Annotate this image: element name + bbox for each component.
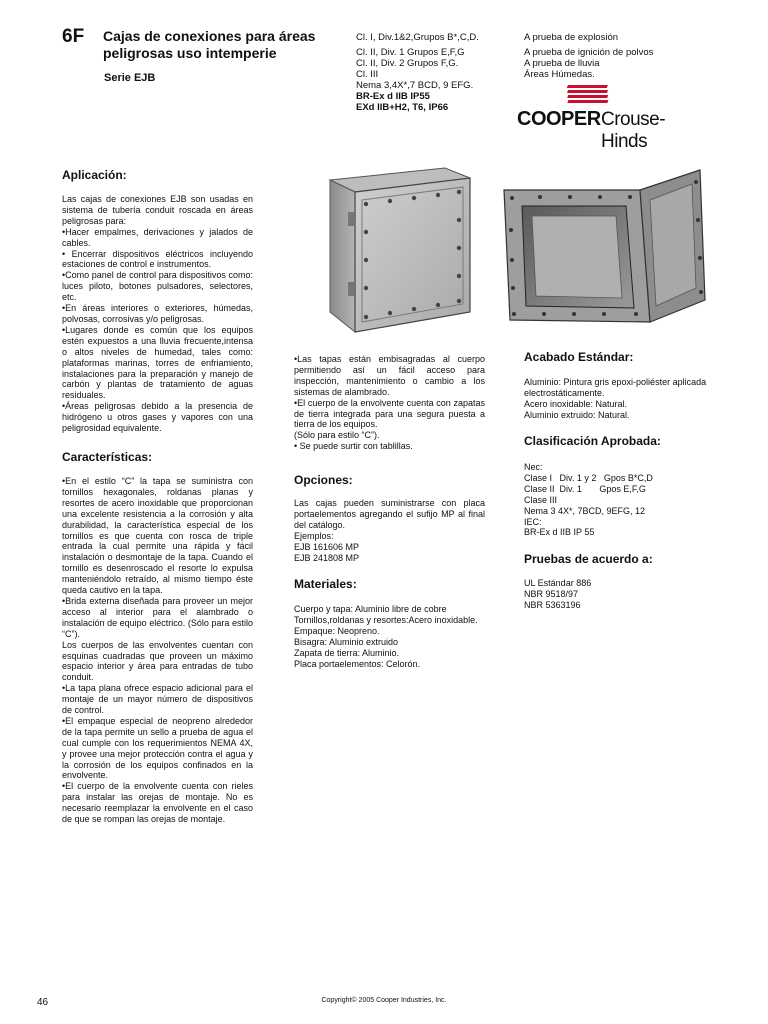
paragraph: • Encerrar dispositivos eléctricos incluyendo estaciones de control e instrumentos.: [62, 248, 253, 270]
paragraph: Nema 3 4X*, 7BCD, 9EFG, 12: [524, 505, 646, 516]
clasificacion-body: [524, 462, 714, 538]
materiales-body: [294, 604, 485, 669]
paragraph: •La tapa plana ofrece espacio adicional para el montaje de un mayor número de dispositivos de control.: [62, 683, 253, 716]
paragraph: •El cuerpo de la envolvente cuenta con zapatas de tierra integrada para una segura puesta a tierra de los equipos.: [294, 397, 485, 430]
heading-clasificacion: Clasificación Aprobada:: [524, 434, 661, 448]
paragraph: • Se puede surtir con tablillas.: [294, 441, 413, 452]
title-line-1: Cajas de conexiones para áreas: [103, 28, 316, 44]
heading-opciones: Opciones:: [294, 473, 353, 487]
protection-item: A prueba de lluvia: [524, 58, 600, 69]
paragraph: Bisagra: Aluminio extruido: [294, 636, 399, 647]
paragraph: BR-Ex d IIB IP 55: [524, 527, 595, 538]
paragraph: Clase III: [524, 494, 558, 505]
enclosure-open-photo: [500, 160, 710, 325]
paragraph: Nec:: [524, 462, 543, 472]
protection-item: A prueba de explosión: [524, 32, 619, 43]
paragraph: Zapata de tierra: Aluminio.: [294, 647, 400, 658]
paragraph: Cuerpo y tapa: Aluminio libre de cobre: [294, 604, 447, 614]
paragraph: Placa portaelementos: Celorón.: [294, 658, 421, 669]
cert-item: Cl. I, Div.1&2,Grupos B*,C,D.: [356, 32, 479, 43]
aplicacion-body: [62, 194, 253, 434]
paragraph: Clase I Div. 1 y 2 Gpos B*C,D: [524, 472, 653, 483]
copyright: Copyright© 2005 Cooper Industries, Inc.: [321, 997, 447, 1004]
heading-caracteristicas: Características:: [62, 450, 153, 464]
cooper-crouse-hinds-logo: [517, 82, 707, 152]
page-number: 46: [37, 997, 49, 1008]
certifications-list: [356, 32, 516, 113]
paragraph: •Brida externa diseñada para proveer un mejor acceso al interior para el alambrado o instalación de equipo eléctrico. (Sólo para estilo “C”).: [62, 595, 253, 639]
logo-sub: Crouse-Hinds: [601, 109, 666, 152]
paragraph: •Como panel de control para dispositivos como: luces piloto, botones pulsadores, selectores, etc.: [62, 270, 253, 303]
paragraph: EJB 241808 MP: [294, 552, 360, 563]
enclosure-closed-photo: [310, 162, 480, 337]
paragraph: Ejemplos:: [294, 530, 334, 541]
paragraph: •En el estilo “C” la tapa se suministra con tornillos hexagonales, roldanas planas y resortes de acero inoxidable que proporcionan una excelente resistencia a la corrosión y alta durabilidad, la característica especial de los tornillos es que cuenta con rosca de triple entrada la cual permite una rápida y fácil instalación o desmontaje de la tapa. Cuando el tornillo es desenroscado el resorte lo expulsa manteniéndolo retraído, al mismo tiempo éste queda cautivo en la tapa.: [62, 476, 253, 596]
heading-acabado: Acabado Estándar:: [524, 350, 634, 364]
heading-pruebas: Pruebas de acuerdo a:: [524, 552, 653, 566]
paragraph: Las cajas pueden suministrarse con placa portaelementos agregando el sufijo MP al final del catálogo.: [294, 498, 485, 530]
paragraph: Clase II Div. 1 Gpos E,F,G: [524, 483, 646, 494]
protection-item: A prueba de ignición de polvos: [524, 47, 654, 58]
paragraph: •Áreas peligrosas debido a la presencia de hidrógeno u otros gases y vapores con una peligrosidad equivalente.: [62, 401, 253, 434]
paragraph: Empaque: Neopreno.: [294, 625, 380, 636]
paragraph: •En áreas interiores o exteriores, húmedas, polvosas, corrosivas y/o peligrosas.: [62, 303, 253, 324]
protection-item: Áreas Húmedas.: [524, 69, 595, 80]
paragraph: (Sólo para estilo “C”).: [294, 430, 380, 441]
heading-aplicacion: Aplicación:: [62, 168, 127, 182]
section-code: 6F: [62, 26, 85, 47]
protections-list: [524, 32, 704, 80]
cert-item: EXd IIB+H2, T6, IP66: [356, 102, 449, 113]
pruebas-body: [524, 578, 714, 611]
paragraph: NBR 9518/97: [524, 588, 579, 599]
paragraph: NBR 5363196: [524, 599, 581, 610]
paragraph: Los cuerpos de las envolventes cuentan con esquinas cuadradas que proveen un máximo espacio interior y área para entradas de tubo conduit.: [62, 639, 253, 683]
acabado-body: [524, 377, 714, 421]
heading-materiales: Materiales:: [294, 577, 357, 591]
paragraph: •Hacer empalmes, derivaciones y jalados de cables.: [62, 226, 253, 248]
paragraph: •El cuerpo de la envolvente cuenta con rieles para instalar las orejas de montaje. No es necesario reemplazar la envolvente en el caso de que se rompan las orejas de montaje.: [62, 781, 253, 825]
paragraph: •Lugares donde es común que los equipos estén expuestos a una lluvia frecuente,intensa o altos niveles de humedad, tales como: plataformas marinas, torres de enfriamiento, instalaciones para la preparación y manejo de carbón y plantas de tratamiento de aguas residuales.: [62, 324, 253, 401]
cert-item: Cl. II, Div. 2 Grupos F,G.: [356, 58, 459, 69]
col2-intro-body: [294, 354, 485, 452]
paragraph: Aluminio: Pintura gris epoxi-poliéster aplicada electrostáticamente.: [524, 377, 707, 398]
cert-item: Cl. III: [356, 69, 379, 80]
page-title: [103, 28, 343, 62]
cert-item: Cl. II, Div. 1 Grupos E,F,G: [356, 47, 465, 58]
caracteristicas-body: [62, 476, 253, 825]
paragraph: Acero inoxidable: Natural.: [524, 398, 628, 409]
paragraph: •El empaque especial de neopreno alrededor de la tapa permite un sello a prueba de agua el cual cumple con los requerimientos NEMA 4X, y provee una mejor protección contra el agua y la corrosión de los equipos confinados en la envolvente.: [62, 715, 253, 781]
paragraph: Tornillos,roldanas y resortes:Acero inoxidable.: [294, 614, 478, 625]
cert-item: BR-Ex d IIB IP55: [356, 91, 430, 102]
cert-item: Nema 3,4X*,7 BCD, 9 EFG.: [356, 80, 474, 91]
logo-brand: COOPER: [517, 108, 601, 130]
paragraph: EJB 161606 MP: [294, 541, 360, 552]
title-line-2: peligrosas uso intemperie: [103, 45, 277, 61]
paragraph: IEC:: [524, 516, 542, 527]
paragraph: UL Estándar 886: [524, 578, 592, 588]
paragraph: Las cajas de conexiones EJB son usadas en sistema de tubería conduit roscada en áreas peligrosas para:: [62, 194, 253, 226]
opciones-body: [294, 498, 485, 563]
paragraph: •Las tapas están embisagradas al cuerpo permitiendo así un fácil acceso para inspección, mantenimiento o cambio a los sistemas de alambrado.: [294, 354, 485, 397]
logo-stripes-icon: [563, 82, 623, 108]
paragraph: Aluminio extruido: Natural.: [524, 409, 630, 420]
series-label: Serie EJB: [104, 72, 156, 84]
